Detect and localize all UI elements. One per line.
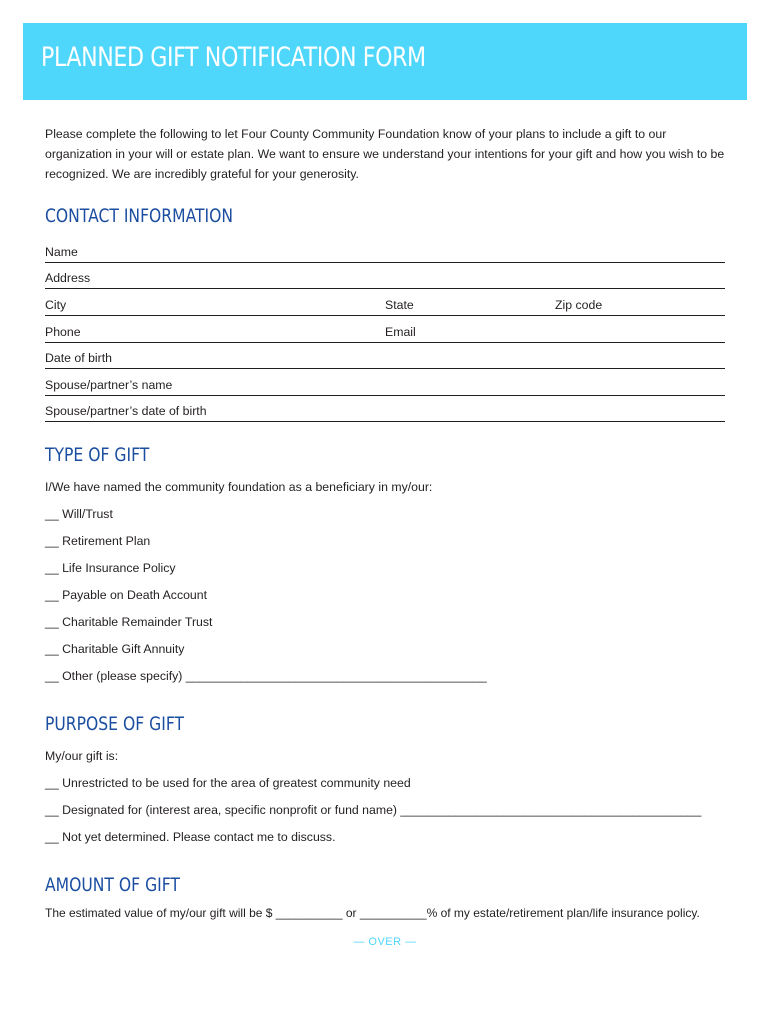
amount-of-gift-heading: AMOUNT OF GIFT <box>45 874 180 896</box>
amount-statement[interactable]: The estimated value of my/our gift will be $ __________ or __________% of my estate/retirement plan/life insurance policy. <box>45 906 700 920</box>
address-label: Address <box>45 271 91 285</box>
option-unrestricted[interactable]: __ Unrestricted to be used for the area of greatest community need <box>45 776 411 790</box>
intro-paragraph: Please complete the following to let Four County Community Foundation know of your plans to include a gift to our organization in your will or estate plan. We want to ensure we understand your intentions for your gift and how you wish to be recognized. We are incredibly grateful for your generosity. <box>45 127 725 181</box>
type-of-gift-prompt: I/We have named the community foundation as a beneficiary in my/our: <box>45 480 433 494</box>
option-designated[interactable]: __ Designated for (interest area, specific nonprofit or fund name) ____________________________________________ <box>45 803 702 817</box>
option-not-determined[interactable]: __ Not yet determined. Please contact me to discuss. <box>45 830 336 844</box>
phone-label: Phone <box>45 325 81 339</box>
email-label: Email <box>385 325 416 339</box>
spouse-dob-field[interactable] <box>45 403 725 422</box>
phone-email-row[interactable] <box>45 324 725 343</box>
address-field[interactable] <box>45 270 725 289</box>
city-state-zip-row[interactable] <box>45 297 725 316</box>
option-life-insurance[interactable]: __ Life Insurance Policy <box>45 561 176 575</box>
option-charitable-gift-annuity[interactable]: __ Charitable Gift Annuity <box>45 642 185 656</box>
option-will-trust[interactable]: __ Will/Trust <box>45 507 113 521</box>
purpose-prompt: My/our gift is: <box>45 749 119 763</box>
option-other[interactable]: __ Other (please specify) ____________________________________________ <box>45 669 487 683</box>
form-title: PLANNED GIFT NOTIFICATION FORM <box>41 42 426 73</box>
spouse-name-field[interactable] <box>45 377 725 396</box>
spouse-name-label: Spouse/partner’s name <box>45 378 173 392</box>
option-retirement-plan[interactable]: __ Retirement Plan <box>45 534 151 548</box>
purpose-of-gift-heading: PURPOSE OF GIFT <box>45 713 185 735</box>
option-charitable-remainder-trust[interactable]: __ Charitable Remainder Trust <box>45 615 213 629</box>
state-label: State <box>385 298 414 312</box>
contact-heading: CONTACT INFORMATION <box>45 205 234 227</box>
zip-label: Zip code <box>555 298 603 312</box>
over-indicator: — OVER — <box>353 936 417 948</box>
option-payable-on-death[interactable]: __ Payable on Death Account <box>45 588 208 602</box>
dob-field[interactable] <box>45 350 725 369</box>
header-banner <box>23 23 747 100</box>
city-label: City <box>45 298 67 312</box>
spouse-dob-label: Spouse/partner’s date of birth <box>45 404 207 418</box>
name-field[interactable] <box>45 244 725 263</box>
name-label: Name <box>45 245 78 259</box>
type-of-gift-heading: TYPE OF GIFT <box>45 444 150 466</box>
dob-label: Date of birth <box>45 351 112 365</box>
